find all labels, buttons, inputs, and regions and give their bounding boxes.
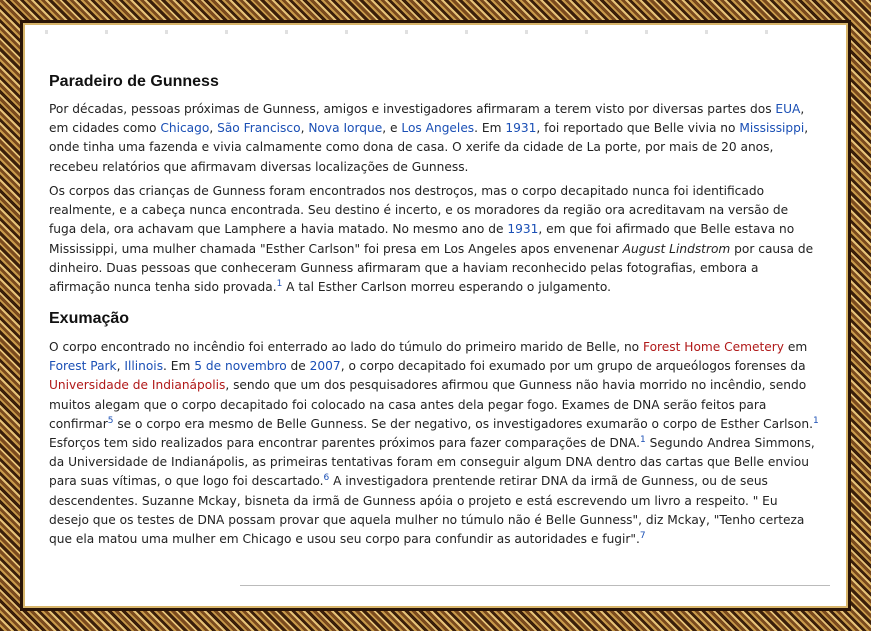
text: Por décadas, pessoas próximas de Gunness, amigos e investigadores afirmaram a terem visto por diversas partes dos bbox=[49, 102, 776, 116]
reference-1[interactable]: 1 bbox=[812, 415, 819, 426]
text: Segundo Andrea Simmons, da Universidade de Indianápolis, as primeiras tentativas foram em conseguir algum DNA dentro das cartas que Belle enviou para suas vítimas, o que logo foi descartado. bbox=[49, 436, 815, 489]
link-universidade-indianapolis[interactable]: Universidade de Indianápolis bbox=[49, 378, 226, 393]
link-eua[interactable]: EUA bbox=[775, 102, 801, 116]
reference-5[interactable]: 5 bbox=[107, 415, 114, 426]
text: , bbox=[300, 121, 309, 136]
text: se o corpo era mesmo de Belle Gunness. Se der negativo, os investigadores exumarão o corpo de Esther Carlson. bbox=[113, 416, 813, 431]
link-nova-iorque[interactable]: Nova Iorque bbox=[308, 121, 383, 136]
text: de bbox=[286, 359, 310, 374]
link-forest-home-cemetery[interactable]: Forest Home Cemetery bbox=[643, 340, 785, 354]
link-sao-francisco[interactable]: São Francisco bbox=[217, 121, 301, 136]
paragraph-whereabouts bbox=[49, 100, 819, 177]
link-mississippi[interactable]: Mississippi bbox=[739, 121, 805, 136]
reference-1[interactable]: 1 bbox=[640, 434, 646, 445]
cut-off-text-line bbox=[45, 30, 805, 34]
link-illinois[interactable]: Illinois bbox=[124, 359, 164, 374]
text: , foi reportado que Belle vivia no bbox=[536, 121, 740, 136]
link-los-angeles[interactable]: Los Angeles bbox=[401, 121, 475, 136]
text: por causa de dinheiro. Duas pessoas que conheceram Gunness afirmaram que a haviam reconhecido pelas fotografias, embora a afirmação nunca tenha sido provada. bbox=[49, 241, 814, 295]
text: Esforços tem sido realizados para encontrar parentes próximos para fazer comparações de DNA. bbox=[49, 436, 640, 451]
link-1931[interactable]: 1931 bbox=[505, 121, 537, 136]
section-heading-exumacao: Exumação bbox=[49, 310, 130, 327]
text: , sendo que um dos pesquisadores afirmou que Gunness não havia morrido no incêndio, sendo muitos alegam que o corpo decapitado foi colocado na casa antes dela pegar fogo. Exames de DNA serão feitos para confirmar bbox=[49, 378, 807, 431]
text: , onde tinha uma fazenda e vivia calmamente como dona de casa. O xerife da cidade de La porte, por mais de 20 anos, recebeu relatórios que afirmavam diversas localizações de Gunness. bbox=[49, 121, 809, 174]
paragraph-exhumation bbox=[49, 338, 819, 549]
text: , bbox=[116, 359, 125, 374]
link-date[interactable]: 5 de novembro bbox=[194, 359, 287, 374]
text: , bbox=[209, 121, 218, 136]
text: , o corpo decapitado foi exumado por um grupo de arqueólogos forenses da bbox=[340, 359, 806, 374]
reference-1[interactable]: 1 bbox=[276, 278, 283, 289]
text: , em cidades como bbox=[49, 102, 805, 136]
text: . Em bbox=[163, 359, 195, 374]
text: . Em bbox=[474, 121, 506, 136]
text: A tal Esther Carlson morreu esperando o julgamento. bbox=[282, 280, 611, 295]
section-heading-paradeiro: Paradeiro de Gunness bbox=[49, 73, 219, 90]
divider bbox=[240, 585, 830, 586]
text: em bbox=[784, 340, 808, 354]
link-forest-park[interactable]: Forest Park bbox=[49, 359, 117, 374]
link-2007[interactable]: 2007 bbox=[309, 359, 341, 374]
text: A investigadora prentende retirar DNA da irmã de Gunness, ou de seus descendentes. Suzanne Mckay, bisneta da irmã de Gunness apóia o projeto e está escrevendo um livro a respeito. " Eu desejo que os testes de DNA possam provar que aquela mulher no túmulo não é Belle Gunness", diz Mckay, "Tenho certeza que ela matou uma mulher em Chicago e usou seu corpo para confundir as autoridades e fugir". bbox=[49, 474, 805, 547]
italic-name: August Lindstrom bbox=[622, 241, 731, 256]
text: Os corpos das crianças de Gunness foram encontrados nos destroços, mas o corpo decapitado nunca foi identificado realmente, e a cabeça nunca encontrada. Seu destino é incerto, e os moradores da região ora acreditavam na versão de fuga dela, ora achavam que Lamphere a havia matado. No mesmo ano de bbox=[49, 184, 789, 237]
link-chicago[interactable]: Chicago bbox=[160, 121, 210, 136]
text: , e bbox=[382, 121, 402, 136]
link-1931-b[interactable]: 1931 bbox=[507, 222, 539, 237]
reference-6[interactable]: 6 bbox=[323, 473, 330, 484]
paragraph-bodies bbox=[49, 182, 819, 297]
article-content bbox=[25, 25, 846, 606]
reference-7[interactable]: 7 bbox=[639, 530, 646, 541]
text: , em que foi afirmado que Belle estava no Mississippi, uma mulher chamada "Esther Carlson" foi presa em Los Angeles apos envenenar bbox=[49, 222, 795, 256]
text: O corpo encontrado no incêndio foi enterrado ao lado do túmulo do primeiro marido de Belle, no bbox=[49, 340, 643, 354]
